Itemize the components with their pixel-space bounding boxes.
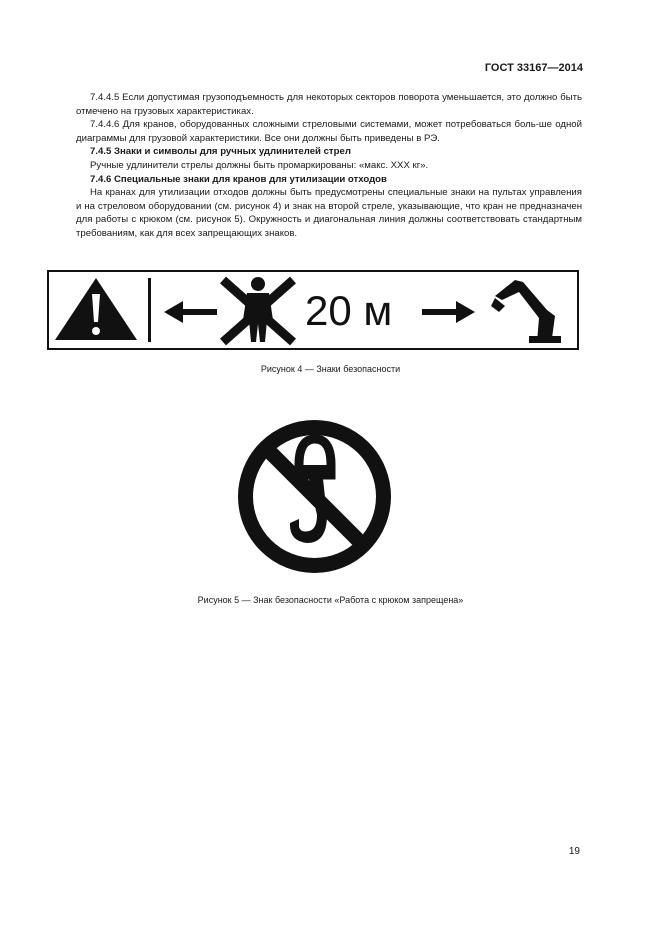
- paragraph-boom-extensions: Ручные удлинители стрелы должны быть промаркированы: «макс. XXX кг».: [90, 159, 429, 171]
- distance-label: 20 м: [305, 287, 393, 334]
- divider-bar: [148, 278, 151, 342]
- no-hook-icon: [237, 419, 392, 574]
- paragraph-7-4-4-6: 7.4.4.6 Для кранов, оборудованных сложными стреловыми системами, может потребоваться боль-ше одной диаграммы для грузовой характеристики. Все они должны быть приведены в РЭ.: [76, 119, 582, 144]
- heading-7-4-5: 7.4.5 Знаки и символы для ручных удлинителей стрел: [90, 146, 351, 158]
- figure-4-safety-signs: [47, 270, 579, 350]
- page-number: 19: [568, 846, 580, 857]
- body-text: [76, 91, 582, 241]
- paragraph-waste-cranes: На кранах для утилизации отходов должны быть предусмотрены специальные знаки на пультах управления и на стреловом оборудовании (см. рисунок 4) и знак на второй стреле, указывающие, что кран не предназначен для работы с крюком (см. рисунок 5). Окружность и диагональная линия должны соответствовать стандартным требованиям, как для всех запрещающих знаков.: [76, 187, 582, 239]
- heading-7-4-6: 7.4.6 Специальные знаки для кранов для утилизации отходов: [90, 173, 387, 185]
- figure-5-caption: Рисунок 5 — Знак безопасности «Работа с крюком запрещена»: [197, 595, 464, 605]
- paragraph-7-4-4-5: 7.4.4.5 Если допустимая грузоподъемность для некоторых секторов поворота уменьшается, это должно быть отмечено на грузовых характеристиках.: [76, 92, 582, 117]
- figure-4-caption: Рисунок 4 — Знаки безопасности: [260, 364, 401, 374]
- document-code: ГОСТ 33167—2014: [484, 62, 583, 74]
